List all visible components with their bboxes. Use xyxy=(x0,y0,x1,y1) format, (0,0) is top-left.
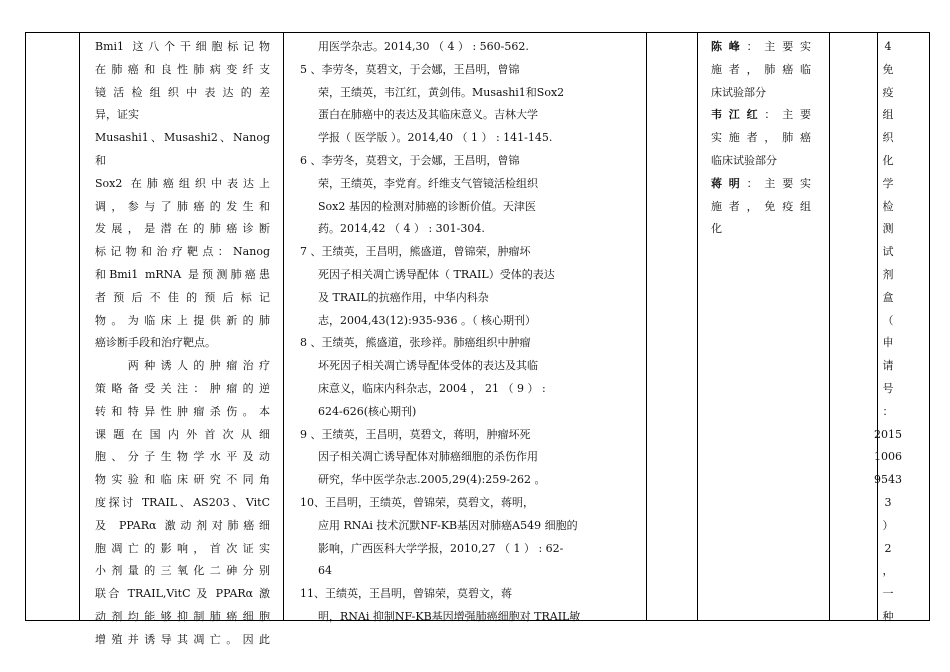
summary-line: 在肺癌和良性肺病变纤支 xyxy=(95,62,270,76)
patent-line: 免 xyxy=(882,62,894,76)
patent-line: ） xyxy=(882,518,894,532)
summary-line: 小剂量的三氧化二砷分别 xyxy=(95,564,270,578)
patent-line: 9543 xyxy=(874,473,902,487)
patent-line: 申 xyxy=(882,336,894,350)
personnel-line: 施者，肺癌临 xyxy=(711,62,811,76)
personnel-line: 蒋明：主要实 xyxy=(711,176,812,190)
patent-line: 号 xyxy=(882,381,894,395)
summary-line: 物。为临床上提供新的肺 xyxy=(95,313,270,327)
publication-line: 影响，广西医科大学学报，2010,27 （ 1 ） : 62- xyxy=(318,541,564,555)
person-name: 蒋明 xyxy=(711,176,747,190)
summary-line: 标记物和治疗靶点：Nanog xyxy=(95,245,270,259)
patent-line: 一 xyxy=(882,587,894,601)
publication-line: 9 、王绩英，王昌明，莫碧文，蒋明，肿瘤坏死 xyxy=(300,427,531,441)
column-divider xyxy=(646,32,647,621)
column-divider xyxy=(283,32,284,621)
summary-line: Bmi1 这八个干细胞标记物 xyxy=(95,40,270,53)
patent-line: 3 xyxy=(884,495,892,509)
patent-line: 盒 xyxy=(882,290,894,304)
personnel-line: 床试验部分 xyxy=(711,85,766,99)
publication-line: 624-626(核心期刊) xyxy=(318,404,417,418)
summary-line: 度探讨 TRAIL、AS203、VitC xyxy=(95,495,270,509)
column-divider xyxy=(79,32,80,621)
patent-line: 织 xyxy=(882,131,894,145)
publication-line: 死因子相关凋亡诱导配体（ TRAIL）受体的表达 xyxy=(318,267,555,281)
patent-line: 种 xyxy=(882,609,894,623)
publication-line: 用医学杂志。2014,30 （ 4 ） : 560-562. xyxy=(318,40,529,53)
summary-line: 物实验和临床研究不同角 xyxy=(95,473,270,487)
patent-line: （ xyxy=(882,313,894,327)
summary-line: 两种诱人的肿瘤治疗 xyxy=(95,359,270,373)
patent-line: ， xyxy=(882,564,894,578)
publication-line: 荣，王绩英，李党育。纤维支气管镜活检组织 xyxy=(318,176,538,190)
summary-line: Sox2 在肺癌组织中表达上 xyxy=(95,176,270,190)
summary-line: 联合 TRAIL,VitC 及 PPARα 激 xyxy=(95,587,270,601)
summary-line: 癌诊断手段和治疗靶点。 xyxy=(95,336,216,350)
publication-line: 6 、李劳冬，莫碧文，于会娜，王昌明，曾锦 xyxy=(300,153,520,167)
publication-line: 5 、李劳冬，莫碧文，于会娜，王昌明，曾锦 xyxy=(300,62,520,76)
patent-line: 4 xyxy=(884,40,892,53)
patent-line: 请 xyxy=(882,359,894,373)
personnel-line: 实施者，肺癌 xyxy=(711,131,811,145)
summary-line: 及 PPARα 激动剂对肺癌细 xyxy=(95,518,270,532)
publication-line: 学报（ 医学版 ）。2014,40 （ 1 ） : 141-145. xyxy=(318,131,553,145)
publication-line: 志，2004,43(12):935-936 。（ 核心期刊） xyxy=(318,313,536,327)
personnel-line: 施者，免疫组 xyxy=(711,199,811,213)
patent-line: 检 xyxy=(882,199,894,213)
publication-line: 11、王绩英，王昌明，曾锦荣，莫碧文，蒋 xyxy=(300,587,512,601)
summary-line: 镜活检组织中表达的差 xyxy=(95,85,270,99)
summary-line: 异，证实 xyxy=(95,108,139,122)
personnel-cell xyxy=(711,36,811,241)
publication-line: 7 、王绩英，王昌明，熊盛道，曾锦荣，肿瘤坏 xyxy=(300,245,531,259)
summary-line: 者预后不佳的预后标记 xyxy=(95,290,270,304)
summary-line: 发展，是潜在的肺癌诊断 xyxy=(95,222,270,236)
personnel-line: 陈峰：主要实 xyxy=(711,40,812,53)
publication-line: Sox2 基因的检测对肺癌的诊断价值。天津医 xyxy=(318,199,536,213)
summary-line: Musashi1、Musashi2、Nanog和 xyxy=(95,131,270,167)
publication-line: 因子相关凋亡诱导配体对肺癌细胞的杀伤作用 xyxy=(318,450,538,464)
personnel-line: 韦江红：主要 xyxy=(711,108,812,122)
publication-line: 药。2014,42 （ 4 ） : 301-304. xyxy=(318,222,485,236)
summary-line: 胞凋亡的影响，首次证实 xyxy=(95,541,270,555)
publication-line: 应用 RNAi 技术沉默NF-KB基因对肺癌A549 细胞的 xyxy=(318,518,578,532)
publications-cell xyxy=(300,36,640,629)
patent-line: 2 xyxy=(884,541,892,555)
summary-line: 增殖并诱导其凋亡。因此 xyxy=(95,632,270,646)
patent-line: 化 xyxy=(882,153,894,167)
summary-line: 和Bmi1 mRNA 是预测肺癌患 xyxy=(95,267,270,281)
person-name: 韦江红 xyxy=(711,108,765,122)
publication-line: 64 xyxy=(318,564,332,578)
publication-line: 及 TRAIL的抗癌作用，中华内科杂 xyxy=(318,290,489,304)
patent-line: 剂 xyxy=(882,267,894,281)
summary-line: 胞、分子生物学水平及动 xyxy=(95,450,270,464)
patent-line: 测 xyxy=(882,222,894,236)
publication-line: 明，RNAi 抑制NF-KB基因增强肺癌细胞对 TRAIL敏 xyxy=(318,609,581,623)
patent-cell xyxy=(863,36,913,629)
column-divider xyxy=(697,32,698,621)
publication-line: 8 、王绩英，熊盛道，张珍祥。肺癌组织中肿瘤 xyxy=(300,336,531,350)
publication-line: 坏死因子相关凋亡诱导配体受体的表达及其临 xyxy=(318,359,538,373)
patent-line: 学 xyxy=(882,176,894,190)
research-summary-cell xyxy=(95,36,270,652)
patent-line: 1006 xyxy=(874,450,902,464)
patent-line: ： xyxy=(882,404,894,418)
publication-line: 蛋白在肺癌中的表达及其临床意义。吉林大学 xyxy=(318,108,538,122)
personnel-line: 化 xyxy=(711,222,722,236)
summary-line: 动剂均能够抑制肺癌细胞 xyxy=(95,609,270,623)
summary-line: 策略备受关注：肿瘤的逆 xyxy=(95,381,270,395)
publication-line: 荣，王绩英，韦江红，黄剑伟。Musashi1和Sox2 xyxy=(318,85,565,99)
summary-line: 转和特异性肿瘤杀伤。本 xyxy=(95,404,270,418)
publication-line: 10、王昌明，王绩英，曾锦荣，莫碧文，蒋明， xyxy=(300,495,534,509)
summary-line: 课题在国内外首次从细 xyxy=(95,427,270,441)
patent-line: 组 xyxy=(882,108,894,122)
publication-line: 研究，华中医学杂志.2005,29(4):259-262 。 xyxy=(318,473,546,487)
patent-line: 疫 xyxy=(882,85,894,99)
summary-line: 调，参与了肺癌的发生和 xyxy=(95,199,270,213)
personnel-line: 临床试验部分 xyxy=(711,153,777,167)
patent-line: 2015 xyxy=(874,427,902,441)
column-divider xyxy=(829,32,830,621)
publication-line: 床意义，临床内科杂志，2004 ， 21 （ 9 ） : xyxy=(318,381,546,395)
patent-line: 试 xyxy=(882,245,894,259)
person-name: 陈峰 xyxy=(711,40,747,53)
